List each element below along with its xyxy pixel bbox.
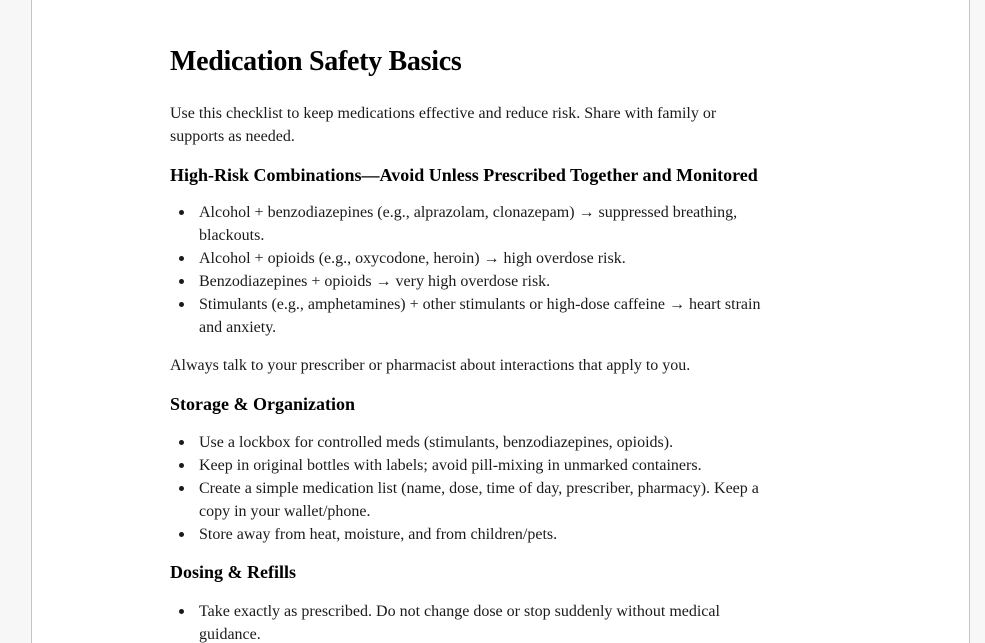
storage-organization-list: [170, 431, 860, 546]
bullet-item: [170, 431, 860, 454]
section-heading-dosing-refills: Dosing & Refills: [170, 562, 296, 582]
bullet-dot-icon: [179, 486, 184, 491]
text-line: Create a simple medication list (name, dose, time of day, prescriber, pharmacy). Keep a: [199, 480, 759, 497]
text-line: Always talk to your prescriber or pharmacist about interactions that apply to you.: [170, 357, 691, 374]
text-line: Take exactly as prescribed. Do not change dose or stop suddenly without medical: [199, 603, 720, 620]
text-line: guidance.: [199, 626, 261, 643]
left-page-gutter: [0, 0, 32, 643]
bullet-dot-icon: [179, 279, 184, 284]
section-heading-high-risk-combinations: High-Risk Combinations—Avoid Unless Prescribed Together and Monitored: [170, 165, 758, 185]
text-line: Alcohol + opioids (e.g., oxycodone, heroin) → high overdose risk.: [199, 250, 626, 267]
right-page-gutter: [969, 0, 985, 643]
bullet-item: [170, 454, 860, 477]
text-line: Stimulants (e.g., amphetamines) + other stimulants or high-dose caffeine → heart strain: [199, 296, 761, 313]
text-line: supports as needed.: [170, 128, 295, 145]
interactions-note-paragraph: [170, 354, 860, 377]
document-page[interactable]: [170, 44, 860, 643]
bullet-item: [170, 477, 860, 523]
text-line: Benzodiazepines + opioids → very high overdose risk.: [199, 273, 551, 290]
section-heading-storage-organization: Storage & Organization: [170, 394, 355, 414]
bullet-item: [170, 523, 860, 546]
bullet-dot-icon: [179, 256, 184, 261]
bullet-dot-icon: [179, 210, 184, 215]
intro-paragraph: [170, 102, 860, 148]
high-risk-combinations-list: [170, 201, 860, 339]
text-line: copy in your wallet/phone.: [199, 503, 371, 520]
dosing-refills-list: [170, 600, 860, 643]
text-line: Store away from heat, moisture, and from children/pets.: [199, 526, 558, 543]
bullet-item: [170, 293, 860, 339]
bullet-dot-icon: [179, 609, 184, 614]
bullet-item: [170, 247, 860, 270]
bullet-dot-icon: [179, 532, 184, 537]
bullet-item: [170, 270, 860, 293]
bullet-dot-icon: [179, 302, 184, 307]
document-title: Medication Safety Basics: [170, 46, 462, 77]
bullet-dot-icon: [179, 463, 184, 468]
text-line: Alcohol + benzodiazepines (e.g., alprazolam, clonazepam) → suppressed breathing,: [199, 204, 738, 221]
text-line: Keep in original bottles with labels; avoid pill-mixing in unmarked containers.: [199, 457, 702, 474]
bullet-item: [170, 600, 860, 643]
text-line: Use a lockbox for controlled meds (stimulants, benzodiazepines, opioids).: [199, 434, 674, 451]
bullet-dot-icon: [179, 440, 184, 445]
text-line: and anxiety.: [199, 319, 277, 336]
text-line: Use this checklist to keep medications effective and reduce risk. Share with family or: [170, 105, 717, 122]
text-line: blackouts.: [199, 227, 265, 244]
bullet-item: [170, 201, 860, 247]
